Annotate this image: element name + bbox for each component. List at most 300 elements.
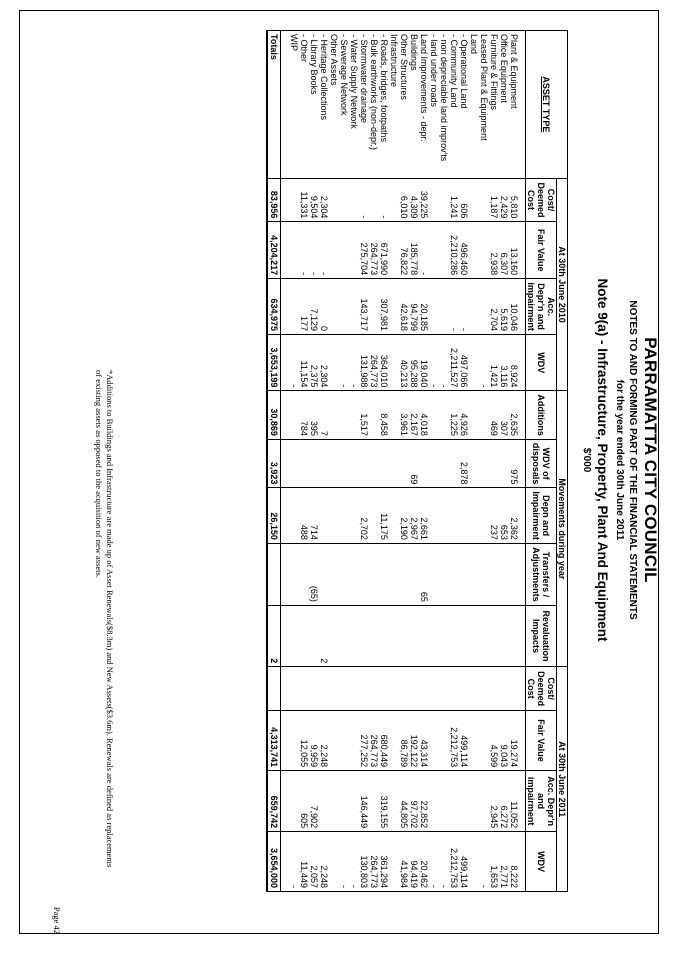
value-cell: 2,878 [459, 439, 469, 488]
table-row [449, 31, 459, 892]
header-wdv-2011: WDV [526, 832, 557, 892]
value-cell [479, 543, 489, 605]
value-cell [469, 488, 479, 544]
notes-subtitle: NOTES TO AND FORMING PART OF THE FINANCIAL STATEMENTS [627, 300, 638, 620]
header-depn: Depn and Impairment [526, 488, 557, 544]
value-cell: 634,975 [267, 279, 281, 335]
table-row [339, 31, 349, 892]
value-cell: 3,654,000 [267, 832, 281, 892]
value-cell: 8,222 [509, 832, 526, 892]
value-cell [339, 667, 349, 711]
value-cell [469, 222, 479, 279]
value-cell [489, 439, 499, 488]
value-cell [399, 667, 409, 711]
value-cell: 496,460 [459, 222, 469, 279]
value-cell: 97,702 [409, 771, 419, 832]
value-cell [429, 279, 439, 335]
value-cell [469, 771, 479, 832]
value-cell: 2,304 [319, 335, 329, 391]
value-cell: 4,599 [489, 710, 499, 770]
table-row [499, 31, 509, 892]
value-cell [369, 771, 379, 832]
asset-table-body [267, 31, 526, 892]
table-row [389, 31, 399, 892]
value-cell: 364,010 [379, 335, 389, 391]
value-cell: 2,938 [489, 222, 499, 279]
header-asset-type: ASSET TYPE [526, 31, 568, 179]
value-cell [339, 279, 349, 335]
value-cell: - [349, 832, 359, 892]
asset-type-cell: Other Assets [329, 31, 339, 179]
value-cell: - [419, 222, 429, 279]
value-cell [489, 605, 499, 666]
value-cell [289, 543, 299, 605]
value-cell [389, 439, 399, 488]
value-cell: 499,114 [459, 832, 469, 892]
value-cell [389, 605, 399, 666]
value-cell [329, 832, 339, 892]
table-row [439, 31, 449, 892]
value-cell [449, 439, 459, 488]
value-cell [509, 543, 526, 605]
table-row [309, 31, 319, 892]
value-cell [349, 439, 359, 488]
value-cell: - [289, 832, 299, 892]
value-cell: - [349, 335, 359, 391]
asset-type-cell: - Stormwater drainage [359, 31, 369, 179]
value-cell [429, 710, 439, 770]
spacer-cell [281, 488, 290, 544]
value-cell: 653 [499, 488, 509, 544]
value-cell: 2,375 [309, 335, 319, 391]
value-cell: 275,704 [359, 222, 369, 279]
value-cell [499, 439, 509, 488]
value-cell [469, 667, 479, 711]
value-cell [289, 771, 299, 832]
value-cell: 606 [459, 178, 469, 222]
value-cell: 3,116 [499, 335, 509, 391]
page-number: Page 42 [52, 906, 62, 934]
asset-type-cell: - non depreciable land improv'ts [439, 31, 449, 179]
value-cell [479, 279, 489, 335]
value-cell: 2,661 [419, 488, 429, 544]
value-cell: 3,923 [267, 439, 281, 488]
value-cell [449, 771, 459, 832]
value-cell [349, 222, 359, 279]
value-cell: 361,294 [379, 832, 389, 892]
value-cell: 131,988 [359, 335, 369, 391]
value-cell: 10,046 [509, 279, 526, 335]
value-cell: 43,314 [419, 710, 429, 770]
value-cell [469, 605, 479, 666]
value-cell [479, 771, 489, 832]
value-cell [439, 178, 449, 222]
value-cell [479, 488, 489, 544]
value-cell [439, 488, 449, 544]
value-cell: - [439, 335, 449, 391]
spacer-cell [281, 391, 290, 440]
value-cell: 1,421 [489, 335, 499, 391]
value-cell: 1,187 [489, 178, 499, 222]
asset-type-cell: Plant & Equipment [509, 31, 526, 179]
value-cell [379, 439, 389, 488]
value-cell: 19,274 [509, 710, 526, 770]
spacer-cell [281, 667, 290, 711]
spacer-cell [281, 335, 290, 391]
value-cell [479, 222, 489, 279]
value-cell [419, 439, 429, 488]
table-row [399, 31, 409, 892]
asset-type-cell: Leased Plant & Equipment [479, 31, 489, 179]
asset-type-cell: Land Improvements - depr. [419, 31, 429, 179]
value-cell [289, 279, 299, 335]
value-cell [349, 710, 359, 770]
header-cost-2010: Cost/ Deemed Cost [526, 178, 557, 222]
value-cell: - [319, 222, 329, 279]
value-cell: 2,702 [359, 488, 369, 544]
value-cell: 9,504 [309, 178, 319, 222]
value-cell [419, 667, 429, 711]
value-cell [469, 279, 479, 335]
value-cell [329, 439, 339, 488]
value-cell: 2,967 [409, 488, 419, 544]
value-cell [509, 667, 526, 711]
asset-type-cell: Furniture & Fittings [489, 31, 499, 179]
value-cell [309, 605, 319, 666]
value-cell [329, 710, 339, 770]
value-cell [319, 543, 329, 605]
asset-type-cell: - Roads, bridges, footpaths [379, 31, 389, 179]
value-cell: 1,225 [449, 391, 459, 440]
council-title: PARRAMATTA CITY COUNCIL [641, 337, 660, 583]
value-cell: 2,635 [509, 391, 526, 440]
header-transfers: Transfers / Adjustments [526, 543, 557, 605]
value-cell [369, 178, 379, 222]
value-cell [469, 710, 479, 770]
value-cell: 40,213 [399, 335, 409, 391]
value-cell [469, 335, 479, 391]
value-cell: - [429, 335, 439, 391]
header-wdv-2010: WDV [526, 335, 557, 391]
header-acc-depr-2011: Acc. Depr'n and impairment [526, 771, 557, 832]
value-cell [389, 391, 399, 440]
asset-type-cell: - land under roads [429, 31, 439, 179]
value-cell [339, 710, 349, 770]
value-cell: 86,789 [399, 710, 409, 770]
table-row [319, 31, 329, 892]
value-cell [459, 605, 469, 666]
header-at-2010: At 30th June 2010 [557, 178, 568, 391]
value-cell: 2,167 [409, 391, 419, 440]
value-cell [349, 605, 359, 666]
value-cell: 1,653 [489, 832, 499, 892]
value-cell: 2,362 [509, 488, 526, 544]
value-cell [329, 543, 339, 605]
value-cell [429, 488, 439, 544]
value-cell [479, 605, 489, 666]
value-cell [369, 605, 379, 666]
value-cell [449, 605, 459, 666]
value-cell [369, 667, 379, 711]
value-cell [429, 222, 439, 279]
value-cell: 784 [299, 391, 309, 440]
table-row [299, 31, 309, 892]
value-cell [419, 605, 429, 666]
value-cell: 395 [309, 391, 319, 440]
note-title: Note 9(a) - Infrastructure, Property, Plant And Equipment [595, 278, 610, 642]
value-cell: 20,185 [419, 279, 429, 335]
value-cell: 307 [499, 391, 509, 440]
value-cell: 4,309 [409, 178, 419, 222]
asset-type-cell: - Heritage Collections [319, 31, 329, 179]
value-cell [429, 391, 439, 440]
value-cell [469, 439, 479, 488]
value-cell: 146,449 [359, 771, 369, 832]
asset-table [266, 30, 568, 892]
value-cell: 975 [509, 439, 526, 488]
asset-type-cell: - Sewerage Network [339, 31, 349, 179]
value-cell: 42,618 [399, 279, 409, 335]
value-cell [359, 667, 369, 711]
asset-type-cell: WIP [289, 31, 299, 179]
value-cell [267, 667, 281, 711]
value-cell: 264,773 [369, 335, 379, 391]
value-cell: 2,248 [319, 832, 329, 892]
value-cell: 2,704 [489, 279, 499, 335]
spacer-cell [281, 178, 290, 222]
asset-type-cell: - Library Books [309, 31, 319, 179]
value-cell: - [339, 335, 349, 391]
value-cell: 2,057 [309, 832, 319, 892]
value-cell: 177 [299, 279, 309, 335]
value-cell: 714 [309, 488, 319, 544]
value-cell [379, 543, 389, 605]
value-cell: - [339, 832, 349, 892]
value-cell [449, 488, 459, 544]
value-cell [379, 667, 389, 711]
value-cell: 4,926 [459, 391, 469, 440]
value-cell: 8,458 [379, 391, 389, 440]
value-cell: 65 [419, 543, 429, 605]
value-cell [439, 710, 449, 770]
value-cell: - [299, 222, 309, 279]
table-row [369, 31, 379, 892]
asset-type-cell: Office Equipment [499, 31, 509, 179]
value-cell [267, 543, 281, 605]
value-cell [409, 667, 419, 711]
value-cell: - [449, 279, 459, 335]
value-cell [429, 439, 439, 488]
value-cell: 2,211,527 [449, 335, 459, 391]
value-cell [469, 391, 479, 440]
value-cell [309, 667, 319, 711]
header-fair-value-2010: Fair Value [526, 222, 557, 279]
value-cell: 4,313,741 [267, 710, 281, 770]
asset-type-cell: Buildings [409, 31, 419, 179]
value-cell [359, 543, 369, 605]
value-cell: 41,984 [399, 832, 409, 892]
value-cell: 7 [319, 391, 329, 440]
value-cell: 69 [409, 439, 419, 488]
value-cell [389, 771, 399, 832]
value-cell [299, 439, 309, 488]
value-cell [429, 771, 439, 832]
value-cell [329, 667, 339, 711]
spacer-cell [281, 31, 290, 179]
value-cell [509, 605, 526, 666]
value-cell [349, 543, 359, 605]
value-cell [329, 279, 339, 335]
value-cell: 4,204,217 [267, 222, 281, 279]
value-cell: 11,331 [299, 178, 309, 222]
value-cell: 277,252 [359, 710, 369, 770]
value-cell [329, 771, 339, 832]
value-cell [349, 279, 359, 335]
value-cell: 94,799 [409, 279, 419, 335]
value-cell [339, 439, 349, 488]
value-cell: 11,449 [299, 832, 309, 892]
value-cell [319, 667, 329, 711]
value-cell: (65) [309, 543, 319, 605]
value-cell [349, 667, 359, 711]
value-cell [429, 667, 439, 711]
value-cell: 307,981 [379, 279, 389, 335]
value-cell: 2 [319, 605, 329, 666]
value-cell: 2 [267, 605, 281, 666]
value-cell [389, 178, 399, 222]
value-cell [319, 771, 329, 832]
value-cell [489, 667, 499, 711]
value-cell [289, 178, 299, 222]
spacer-cell [281, 832, 290, 892]
value-cell: 6,272 [499, 771, 509, 832]
value-cell [369, 543, 379, 605]
value-cell [339, 222, 349, 279]
value-cell: 11,154 [299, 335, 309, 391]
table-row [409, 31, 419, 892]
value-cell [399, 605, 409, 666]
value-cell [479, 391, 489, 440]
table-row [489, 31, 499, 892]
value-cell [439, 439, 449, 488]
value-cell: 8,924 [509, 335, 526, 391]
asset-type-cell: - Operational Land [459, 31, 469, 179]
value-cell: 2,429 [499, 178, 509, 222]
table-row [469, 31, 479, 892]
spacer-cell [281, 710, 290, 770]
table-row [459, 31, 469, 892]
value-cell: 20,462 [419, 832, 429, 892]
value-cell: 0 [319, 279, 329, 335]
table-row [419, 31, 429, 892]
value-cell: - [359, 178, 369, 222]
value-cell [289, 488, 299, 544]
value-cell [349, 178, 359, 222]
value-cell [299, 543, 309, 605]
value-cell [429, 543, 439, 605]
value-cell: 13,160 [509, 222, 526, 279]
value-cell [479, 710, 489, 770]
spacer-row [281, 31, 290, 892]
header-wdv-disposals: WDV of disposals [526, 439, 557, 488]
value-cell: 5,619 [499, 279, 509, 335]
value-cell [369, 391, 379, 440]
asset-type-cell: Infrastructure [389, 31, 399, 179]
asset-type-cell: - Water Supply Network [349, 31, 359, 179]
value-cell [499, 543, 509, 605]
asset-type-cell: Totals [267, 31, 281, 179]
value-cell [439, 605, 449, 666]
value-cell [359, 605, 369, 666]
value-cell [469, 178, 479, 222]
units-label: $'000 [581, 447, 592, 473]
value-cell: 12,055 [299, 710, 309, 770]
value-cell [289, 391, 299, 440]
value-cell: 2,945 [489, 771, 499, 832]
header-additions: Additions [526, 391, 557, 440]
value-cell [369, 488, 379, 544]
value-cell [449, 667, 459, 711]
value-cell: 2,248 [319, 710, 329, 770]
value-cell [439, 543, 449, 605]
value-cell [299, 667, 309, 711]
value-cell [409, 605, 419, 666]
table-row [349, 31, 359, 892]
table-row [429, 31, 439, 892]
value-cell: 2,212,753 [449, 832, 459, 892]
value-cell [389, 488, 399, 544]
value-cell: 2,304 [319, 178, 329, 222]
value-cell [389, 667, 399, 711]
value-cell: 4,018 [419, 391, 429, 440]
value-cell: - [479, 832, 489, 892]
value-cell [479, 178, 489, 222]
value-cell: 264,773 [369, 222, 379, 279]
spacer-cell [281, 222, 290, 279]
value-cell [389, 832, 399, 892]
value-cell [459, 667, 469, 711]
value-cell: 2,190 [399, 488, 409, 544]
value-cell [439, 279, 449, 335]
value-cell: 6,010 [399, 178, 409, 222]
value-cell: 6,307 [499, 222, 509, 279]
spacer-cell [281, 605, 290, 666]
value-cell [329, 605, 339, 666]
value-cell [289, 605, 299, 666]
table-row [329, 31, 339, 892]
value-cell: 237 [489, 488, 499, 544]
value-cell: 26,150 [267, 488, 281, 544]
value-cell: - [289, 335, 299, 391]
value-cell [409, 543, 419, 605]
value-cell [469, 543, 479, 605]
value-cell: 488 [299, 488, 309, 544]
value-cell: 2,210,286 [449, 222, 459, 279]
value-cell [389, 543, 399, 605]
asset-type-cell: - Bulk earthworks (non-depr.) [369, 31, 379, 179]
value-cell: 605 [299, 771, 309, 832]
value-cell [439, 771, 449, 832]
value-cell [439, 391, 449, 440]
value-cell [449, 543, 459, 605]
value-cell: 130,803 [359, 832, 369, 892]
value-cell: 1,241 [449, 178, 459, 222]
value-cell: 94,419 [409, 832, 419, 892]
header-movements: Movements during year [557, 391, 568, 667]
value-cell: 1,517 [359, 391, 369, 440]
value-cell [329, 488, 339, 544]
value-cell: 499,114 [459, 710, 469, 770]
